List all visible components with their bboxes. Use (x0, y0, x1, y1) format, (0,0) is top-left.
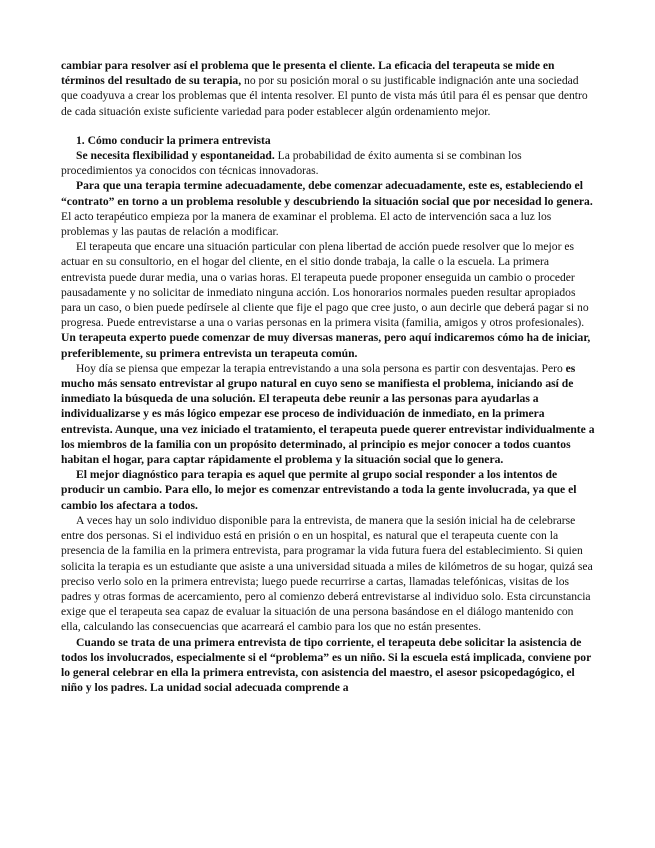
paragraph-intro (61, 58, 595, 119)
text-run: Se necesita flexibilidad y espontaneidad. (76, 149, 275, 163)
text-run: Hoy día se piensa que empezar la terapia entrevistando a una sola persona es partir con desventajas. Pero (76, 361, 566, 375)
paragraph-single-individual (61, 513, 595, 635)
text-run: A veces hay un solo individuo disponible para la entrevista, de manera que la sesión inicial ha de celebrarse entre dos personas. Si el individuo está en prisión o en un hospital, es natural que el terapeuta cuente con la presencia de la familia en la primera entrevista, para programar la vida futura fuera del establecimiento. Si quien solicita la terapia es un estudiante que asiste a una universidad situada a miles de kilómetros de su hogar, quizá sea preciso verlo solo en la primera entrevista; luego puede recurrirse a cartas, llamadas telefónicas, visitas de los padres y otras formas de acercamiento, pero al comienzo deberá entrevistarse al individuo solo. Esta circunstancia exige que el terapeuta sea capaz de evaluar la situación de una persona basándose en el diálogo mantenido con ella, calculando las consecuencias que acarreará el cambio para los que no están presentes. (61, 513, 593, 634)
text-run: El terapeuta que encare una situación particular con plena libertad de acción puede resolver que lo mejor es actuar en su consultorio, en el hogar del cliente, en el sitio donde trabaja, la calle o la escuela. La primera entrevista puede durar media, una o varias horas. El terapeuta puede proponer enseguida un cambio o proceder pausadamente y no solicitar de inmediato ninguna acción. Los honorarios normales pueden resultar apropiados para un caso, o bien puede pedírsele al cliente que fije el pago que cree justo, o aun decirle que deberá pagar si no progresa. Puede entrevistarse a una o varias personas en la primera visita (familia, amigos y otros profesionales). (61, 240, 589, 330)
text-run: cambiar para resolver así el problema que le presenta el cliente. La eficacia del terapeuta se mide en términos del resultado de su terapia, (61, 59, 555, 88)
text-run: no por su posición moral o su justificable indignación ante una sociedad que coadyuva a crear los problemas que él intenta resolver. El punto de vista más útil para él es pensar que dentro de cada situación existe suficiente variedad para poder establecer algún ordenamiento mejor. (61, 74, 588, 118)
section-heading (61, 133, 595, 148)
text-run: El mejor diagnóstico para terapia es aquel que permite al grupo social responder a los intentos de producir un cambio. Para ello, lo mejor es comenzar entrevistando a toda la gente involucrada, ya que el cambio los afectara a todos. (61, 468, 577, 512)
paragraph-flexibility (61, 148, 595, 178)
paragraph-contract (61, 178, 595, 239)
paragraph-first-interview (61, 635, 595, 696)
text-run: El acto terapéutico empieza por la manera de examinar el problema. El acto de intervención saca a luz los problemas y las pautas de relación a modificar. (61, 209, 552, 239)
paragraph-natural-group (61, 361, 595, 467)
paragraph-freedom (61, 239, 595, 361)
text-run: Un terapeuta experto puede comenzar de muy diversas maneras, pero aquí indicaremos cómo ha de iniciar, preferiblemente, su primera entrevista un terapeuta común. (61, 331, 591, 360)
document-page (61, 58, 595, 695)
text-run: La probabilidad de éxito aumenta si se combinan los procedimientos ya conocidos con técnicas innovadoras. (61, 149, 522, 178)
paragraph-gap (61, 119, 595, 133)
text-run: Para que una terapia termine adecuadamente, debe comenzar adecuadamente, este es, estableciendo el “contrato” en torno a un problema resoluble y descubriendo la situación social que por necesidad lo genera. (61, 179, 593, 208)
paragraph-diagnosis (61, 467, 595, 513)
text-run: es mucho más sensato entrevistar al grupo natural en cuyo seno se manifiesta el problema, iniciando así de inmediato la búsqueda de una solución. El terapeuta debe reunir a las personas para ayudarlas a individualizarse y es más lógico empezar ese proceso de individuación de inmediato, en la primera entrevista. Aunque, una vez iniciado el tratamiento, el terapeuta puede querer entrevistar individualmente a los miembros de la familia con un propósito determinado, al principio es mejor conocer a todos cuantos habitan el hogar, para captar rápidamente el problema y la situación social que lo genera. (61, 361, 595, 467)
heading-text: 1. Cómo conducir la primera entrevista (76, 133, 271, 147)
text-run: Cuando se trata de una primera entrevista de tipo corriente, el terapeuta debe solicitar la asistencia de todos los involucrados, especialmente si el “problema” es un niño. Si la escuela está implicada, conviene por lo general celebrar en ella la primera entrevista, con asistencia del maestro, el asesor psicopedagógico, el niño y los padres. La unidad social adecuada comprende a (61, 635, 592, 695)
